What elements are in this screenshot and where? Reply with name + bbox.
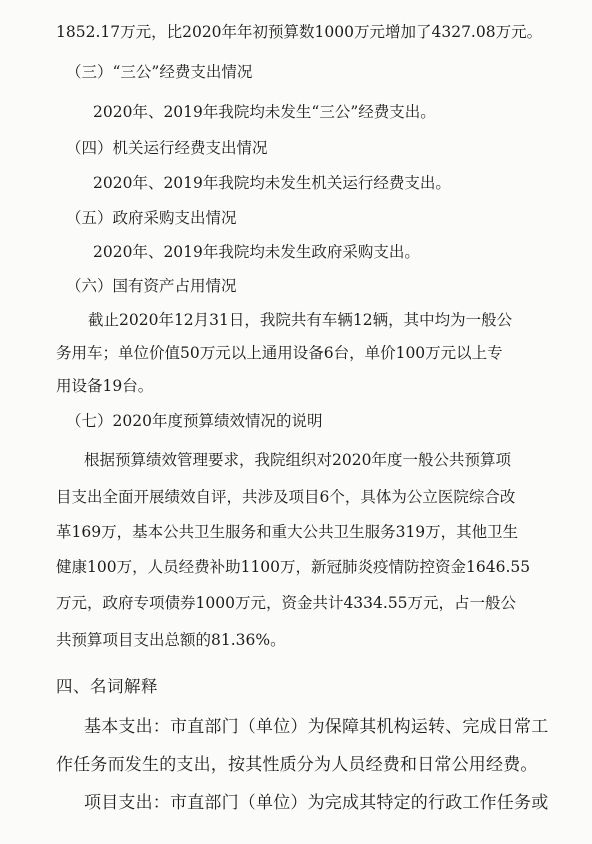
section-heading-procurement: （五）政府采购支出情况 [66,209,237,227]
paragraph-line: 务用车；单位价值50万元以上通用设备6台，单价100万元以上专 [56,344,503,362]
paragraph-line: 基本支出：市直部门（单位）为保障其机构运转、完成日常工 [84,717,549,737]
paragraph-line: 2020年、2019年我院均未发生“三公”经费支出。 [93,103,436,121]
section-heading-glossary: 四、名词解释 [56,677,158,696]
paragraph-line: 万元，政府专项债券1000万元，资金共计4334.55万元，占一般公 [56,594,517,612]
section-heading-performance: （七）2020年度预算绩效情况的说明 [66,412,323,430]
paragraph-line: 作任务而发生的支出，按其性质分为人员经费和日常公用经费。 [56,755,538,775]
section-heading-agency-operation: （四）机关运行经费支出情况 [66,139,268,157]
paragraph-line: 项目支出：市直部门（单位）为完成其特定的行政工作任务或 [84,793,549,813]
paragraph-line: 革169万，基本公共卫生服务和重大公共卫生服务319万，其他卫生 [56,523,519,541]
section-heading-state-assets: （六）国有资产占用情况 [66,277,237,295]
paragraph-line: 健康100万，人员经费补助1100万，新冠肺炎疫情防控资金1646.55 [56,558,531,576]
section-heading-three-public: （三）“三公”经费支出情况 [66,63,253,81]
paragraph-line: 截止2020年12月31日，我院共有车辆12辆，其中均为一般公 [88,311,513,329]
paragraph-line: 共预算项目支出总额的81.36%。 [56,631,286,649]
paragraph-line: 目支出全面开展绩效自评，共涉及项目6个，具体为公立医院综合改 [56,488,516,506]
paragraph-line: 2020年、2019年我院均未发生政府采购支出。 [93,243,420,261]
paragraph-line: 2020年、2019年我院均未发生机关运行经费支出。 [93,174,451,192]
paragraph-line: 用设备19台。 [56,377,154,395]
paragraph-line: 根据预算绩效管理要求，我院组织对2020年度一般公共预算项 [84,451,511,469]
paragraph-line: 1852.17万元，比2020年年初预算数1000万元增加了4327.08万元。 [56,23,543,41]
